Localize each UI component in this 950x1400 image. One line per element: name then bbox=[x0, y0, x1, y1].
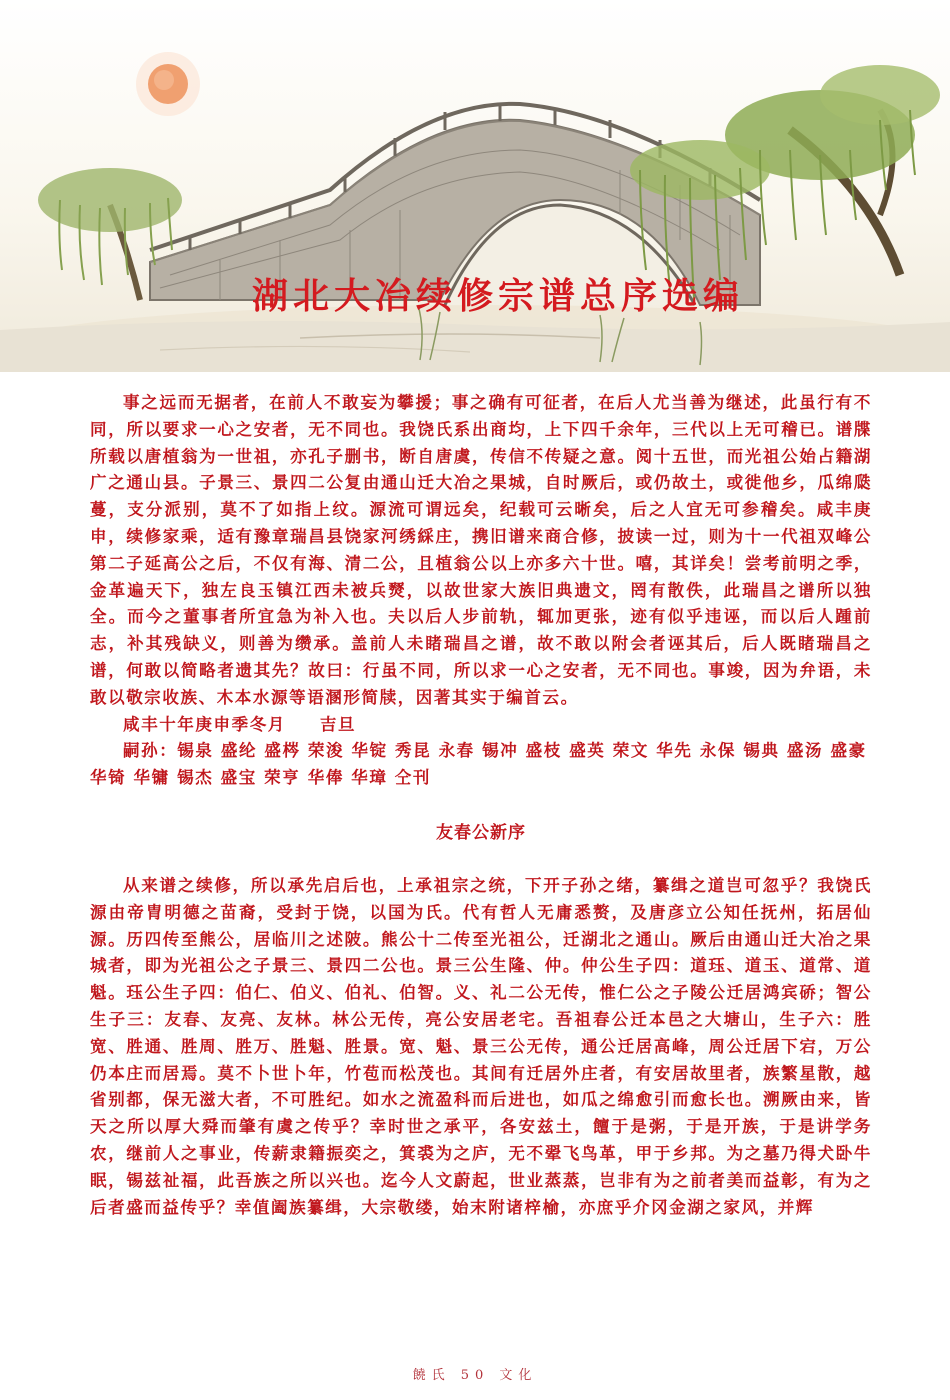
page-number: 50 bbox=[460, 1368, 490, 1383]
preface-date-suffix: 吉旦 bbox=[319, 714, 357, 734]
preface-paragraph: 事之远而无据者，在前人不敢妄为攀援；事之确有可征者，在后人尤当善为继述，此虽行有不同，所以要求一心之安者，无不同也。我饶氏系出商均，上下四千余年，三代以上无可稽已。谱牒所载以唐植翁为一世祖，亦孔子删书，断自唐虞，传信不传疑之意。阅十五世，而光祖公始占籍湖广之通山县。子景三、景四二公复由通山迁大冶之果城，自时厥后，或仍故土，或徙他乡，瓜绵瓞蔓，支分派别，莫不了如指上纹。源流可谓远矣，纪载可云晰矣，后之人宜无可参稽矣。咸丰庚申，续修家乘，适有豫章瑞昌县饶家河绣綵庄，携旧谱来商合修，披读一过，则为十一代祖双峰公第二子延高公之后，不仅有海、清二公，且植翁公以上亦多六十世。嘻，其详矣！尝考前明之季，金革遍天下，独左良玉镇江西未被兵燹，以故世家大族旧典遗文，罔有散佚，此瑞昌之谱所以独全。而今之董事者所宜急为补入也。夫以后人步前轨，辄加更张，迹有似乎违诬，而以后人踵前志，补其残缺义，则善为缵承。盖前人未睹瑞昌之谱，故不敢以附会者诬其后，后人既睹瑞昌之谱，何敢以简略者遗其先？故曰：行虽不同，所以求一心之安者，无不同也。事竣，因为弁语，未敢以敬宗收族、木本水源等语溷形简牍，因著其实于编首云。 bbox=[90, 393, 872, 707]
header-banner bbox=[0, 0, 950, 372]
preface-date: 咸丰十年庚申季冬月 bbox=[123, 714, 286, 734]
sun-icon bbox=[136, 52, 200, 116]
page-title: 湖北大冶续修宗谱总序选编 bbox=[252, 276, 745, 317]
page-footer bbox=[0, 1364, 950, 1383]
heirs-list: 嗣孙：锡泉 盛纶 盛梣 荣浚 华锭 秀昆 永春 锡冲 盛枝 盛英 荣文 华先 永保 锡典 盛汤 盛豪 华锜 华镛 锡杰 盛宝 荣亨 华俸 华璋 仝刊 bbox=[90, 741, 867, 788]
article-body bbox=[90, 390, 872, 1221]
footer-left: 饒氏 bbox=[412, 1368, 451, 1383]
section-title: 友春公新序 bbox=[436, 822, 526, 843]
footer-right: 文化 bbox=[499, 1368, 538, 1383]
section-paragraph: 从来谱之续修，所以承先启后也，上承祖宗之统，下开子孙之绪，纂缉之道岂可忽乎？我饶氏源由帝胄明德之苗裔，受封于饶，以国为氏。代有哲人无庸悉赘，及唐彦立公知任抚州，拓居仙源。历四传至熊公，居临川之述陂。熊公十二传至光祖公，迁湖北之通山。厥后由通山迁大冶之果城者，即为光祖公之子景三、景四二公也。景三公生隆、仲。仲公生子四：道珏、道玉、道常、道魁。珏公生子四：伯仁、伯义、伯礼、伯智。义、礼二公无传，惟仁公之子陵公迁居鸿宾硚；智公生子三：友春、友亮、友林。林公无传，亮公安居老宅。吾祖春公迁本邑之大塘山，生子六：胜宽、胜通、胜周、胜万、胜魁、胜景。宽、魁、景三公无传，通公迁居高峰，周公迁居下宕，万公仍本庄而居焉。莫不卜世卜年，竹苞而松茂也。其间有迁居外庄者，有安居故里者，族繁星散，越省别都，保无滋大者，不可胜纪。如水之流盈科而后进也，如瓜之绵愈引而愈长也。溯厥由来，皆天之所以厚大舜而肇有虞之传乎？幸时世之承平，各安兹土，饘于是粥，于是开族，于是讲学务农，继前人之事业，传薪隶籍振奕之，箕裘为之庐，无不翚飞鸟革，甲于乡邦。为之墓乃得犬卧牛眠，锡兹祉福，此吾族之所以兴也。迄今人文蔚起，世业蒸蒸，岂非有为之前者美而益彰，有为之后者盛而益传乎？幸值阖族纂缉，大宗敬缕，始末附诸梓榆，亦庶乎介冈金湖之家风，并辉 bbox=[90, 875, 872, 1217]
preface-date-line bbox=[90, 712, 872, 739]
